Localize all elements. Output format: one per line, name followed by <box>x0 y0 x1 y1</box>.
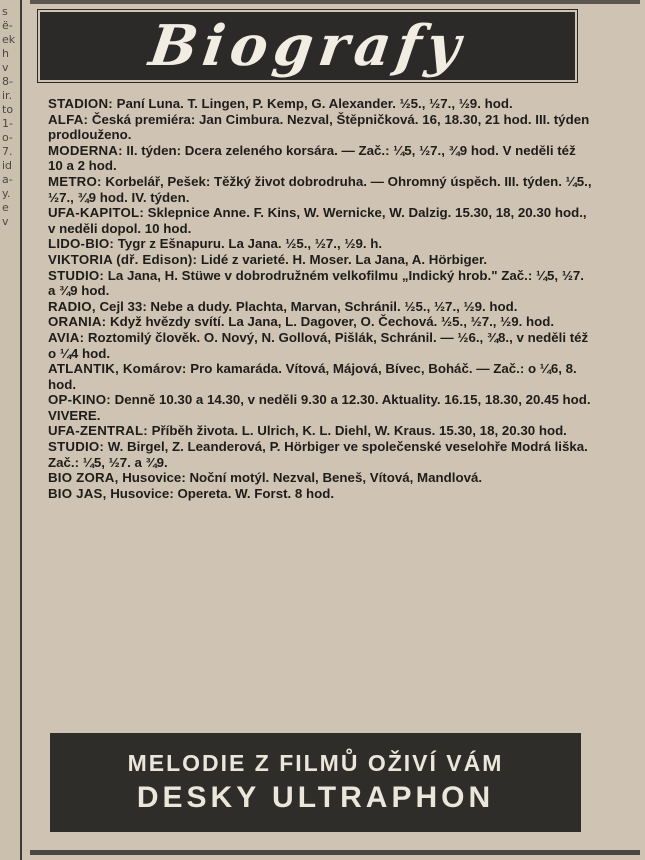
bottom-rule <box>30 850 640 855</box>
fragment-line: a- <box>2 173 13 186</box>
listing-entry <box>48 392 594 423</box>
fragment-line: v <box>2 215 9 228</box>
listing-text: Husovice: Opereta. W. Forst. 8 hod. <box>106 485 335 501</box>
listing-text: La Jana, H. Stüwe v dobrodružném velkofilmu „Indický hrob." Zač.: ¼5, ½7. a ¾9 hod. <box>48 267 584 299</box>
cinema-listings <box>48 96 594 501</box>
listing-entry <box>48 96 594 112</box>
cinema-name: BIO JAS, <box>48 485 107 501</box>
cinema-name: ORANIA: <box>48 314 107 330</box>
fragment-line: ir. <box>2 89 13 102</box>
listing-text: Sklepnice Anne. F. Kins, W. Wernicke, W. Dalzig. 15.30, 18, 20.30 hod., v neděli dopol. 10 hod. <box>48 205 587 236</box>
fragment-line: id <box>2 159 13 172</box>
listing-text: Roztomilý člověk. O. Nový, N. Gollová, Pišlák, Schránil. — ½6., ¾8., v neděli též o ¼4 hod. <box>48 329 589 361</box>
fragment-line: v <box>2 61 9 74</box>
listing-text: Tygr z Ešnapuru. La Jana. ½5., ½7., ½9. h. <box>114 236 383 252</box>
listing-entry <box>48 268 594 299</box>
cinema-name: UFA-KAPITOL: <box>48 205 144 221</box>
advert-line-2: DESKY ULTRAPHON <box>136 781 495 814</box>
listing-entry <box>48 236 594 252</box>
cinema-name: STADION: <box>48 96 113 111</box>
fragment-line: 1- <box>2 117 13 130</box>
cinema-name: ATLANTIK, Komárov: <box>48 361 187 377</box>
fragment-line: y. <box>2 187 11 200</box>
cinema-name: STUDIO: <box>48 267 105 283</box>
cinema-name: UFA-ZENTRAL: <box>48 423 148 439</box>
listing-entry <box>48 361 594 392</box>
listing-text: Lidé z varieté. H. Moser. La Jana, A. Hörbiger. <box>197 251 488 267</box>
listing-entry <box>48 486 594 502</box>
listing-text: Denně 10.30 a 14.30, v neděli 9.30 a 12.30. Aktuality. 16.15, 18.30, 20.45 hod. VIVERE. <box>48 392 591 423</box>
cinema-name: AVIA: <box>48 329 85 345</box>
advert-line-1: MELODIE Z FILMŮ OŽIVÍ VÁM <box>127 750 504 776</box>
cinema-name: LIDO-BIO: <box>48 236 115 252</box>
cinema-name: RADIO, <box>48 298 96 314</box>
listing-entry <box>48 112 594 143</box>
cinema-name: MODERNA: <box>48 142 123 158</box>
listing-entry <box>48 330 594 361</box>
listing-entry <box>48 423 594 439</box>
listing-text: Paní Luna. T. Lingen, P. Kemp, G. Alexander. ½5., ½7., ½9. hod. <box>112 96 513 111</box>
listing-text: Pro kamaráda. Vítová, Májová, Bívec, Boháč. — Zač.: o ¼6, 8. hod. <box>48 361 577 392</box>
listing-entry <box>48 299 594 315</box>
listing-text: Cejl 33: Nebe a dudy. Plachta, Marvan, Schránil. ½5., ½7., ½9. hod. <box>95 298 518 314</box>
listing-text: Příběh života. L. Ulrich, K. L. Diehl, W. Kraus. 15.30, 18, 20.30 hod. <box>147 423 567 439</box>
top-rule <box>30 0 640 4</box>
cinema-name: VIKTORIA (dř. Edison): <box>48 251 198 267</box>
listing-entry <box>48 174 594 205</box>
cinema-name: METRO: <box>48 173 102 189</box>
listing-text: W. Birgel, Z. Leanderová, P. Hörbiger ve společenské veselohře Modrá liška. Zač.: ¼5, ½7. a ¾9. <box>48 439 588 470</box>
fragment-line: to <box>2 103 14 116</box>
section-title: Biografy <box>145 13 470 79</box>
listing-text: II. týden: Dcera zeleného korsára. — Zač.: ¼5, ½7., ¾9 hod. V neděli též 10 a 2 hod. <box>48 142 576 174</box>
cinema-name: ALFA: <box>48 111 89 127</box>
listing-entry <box>48 314 594 330</box>
fragment-line: e <box>2 201 9 214</box>
fragment-line: ë- <box>2 19 13 32</box>
listing-entry <box>48 205 594 236</box>
listing-entry <box>48 252 594 268</box>
section-banner <box>40 12 575 80</box>
fragment-line: 7. <box>2 145 13 158</box>
fragment-line: h <box>2 47 9 60</box>
listing-text: Korbelář, Pešek: Těžký život dobrodruha. — Ohromný úspěch. III. týden. ¼5., ½7., ¾9 hod. IV. týden. <box>48 173 592 205</box>
listing-text: Česká premiéra: Jan Cimbura. Nezval, Štěpničková. 16, 18.30, 21 hod. III. týden prodlouženo. <box>48 111 590 143</box>
cinema-name: OP-KINO: <box>48 392 111 408</box>
listing-text: Když hvězdy svítí. La Jana, L. Dagover, O. Čechová. ½5., ½7., ½9. hod. <box>106 314 555 330</box>
listing-text: Husovice: Noční motýl. Nezval, Beneš, Vítová, Mandlová. <box>118 470 483 486</box>
adjacent-column-fragment <box>0 0 22 860</box>
ultraphon-advert <box>50 733 581 832</box>
fragment-line: ek <box>2 33 16 46</box>
fragment-line: o- <box>2 131 13 144</box>
cinema-name: BIO ZORA, <box>48 470 119 486</box>
listing-entry <box>48 439 594 470</box>
listing-entry <box>48 143 594 174</box>
fragment-line: s <box>2 5 8 18</box>
listing-entry <box>48 470 594 486</box>
fragment-line: 8- <box>2 75 13 88</box>
cinema-name: STUDIO: <box>48 439 105 455</box>
